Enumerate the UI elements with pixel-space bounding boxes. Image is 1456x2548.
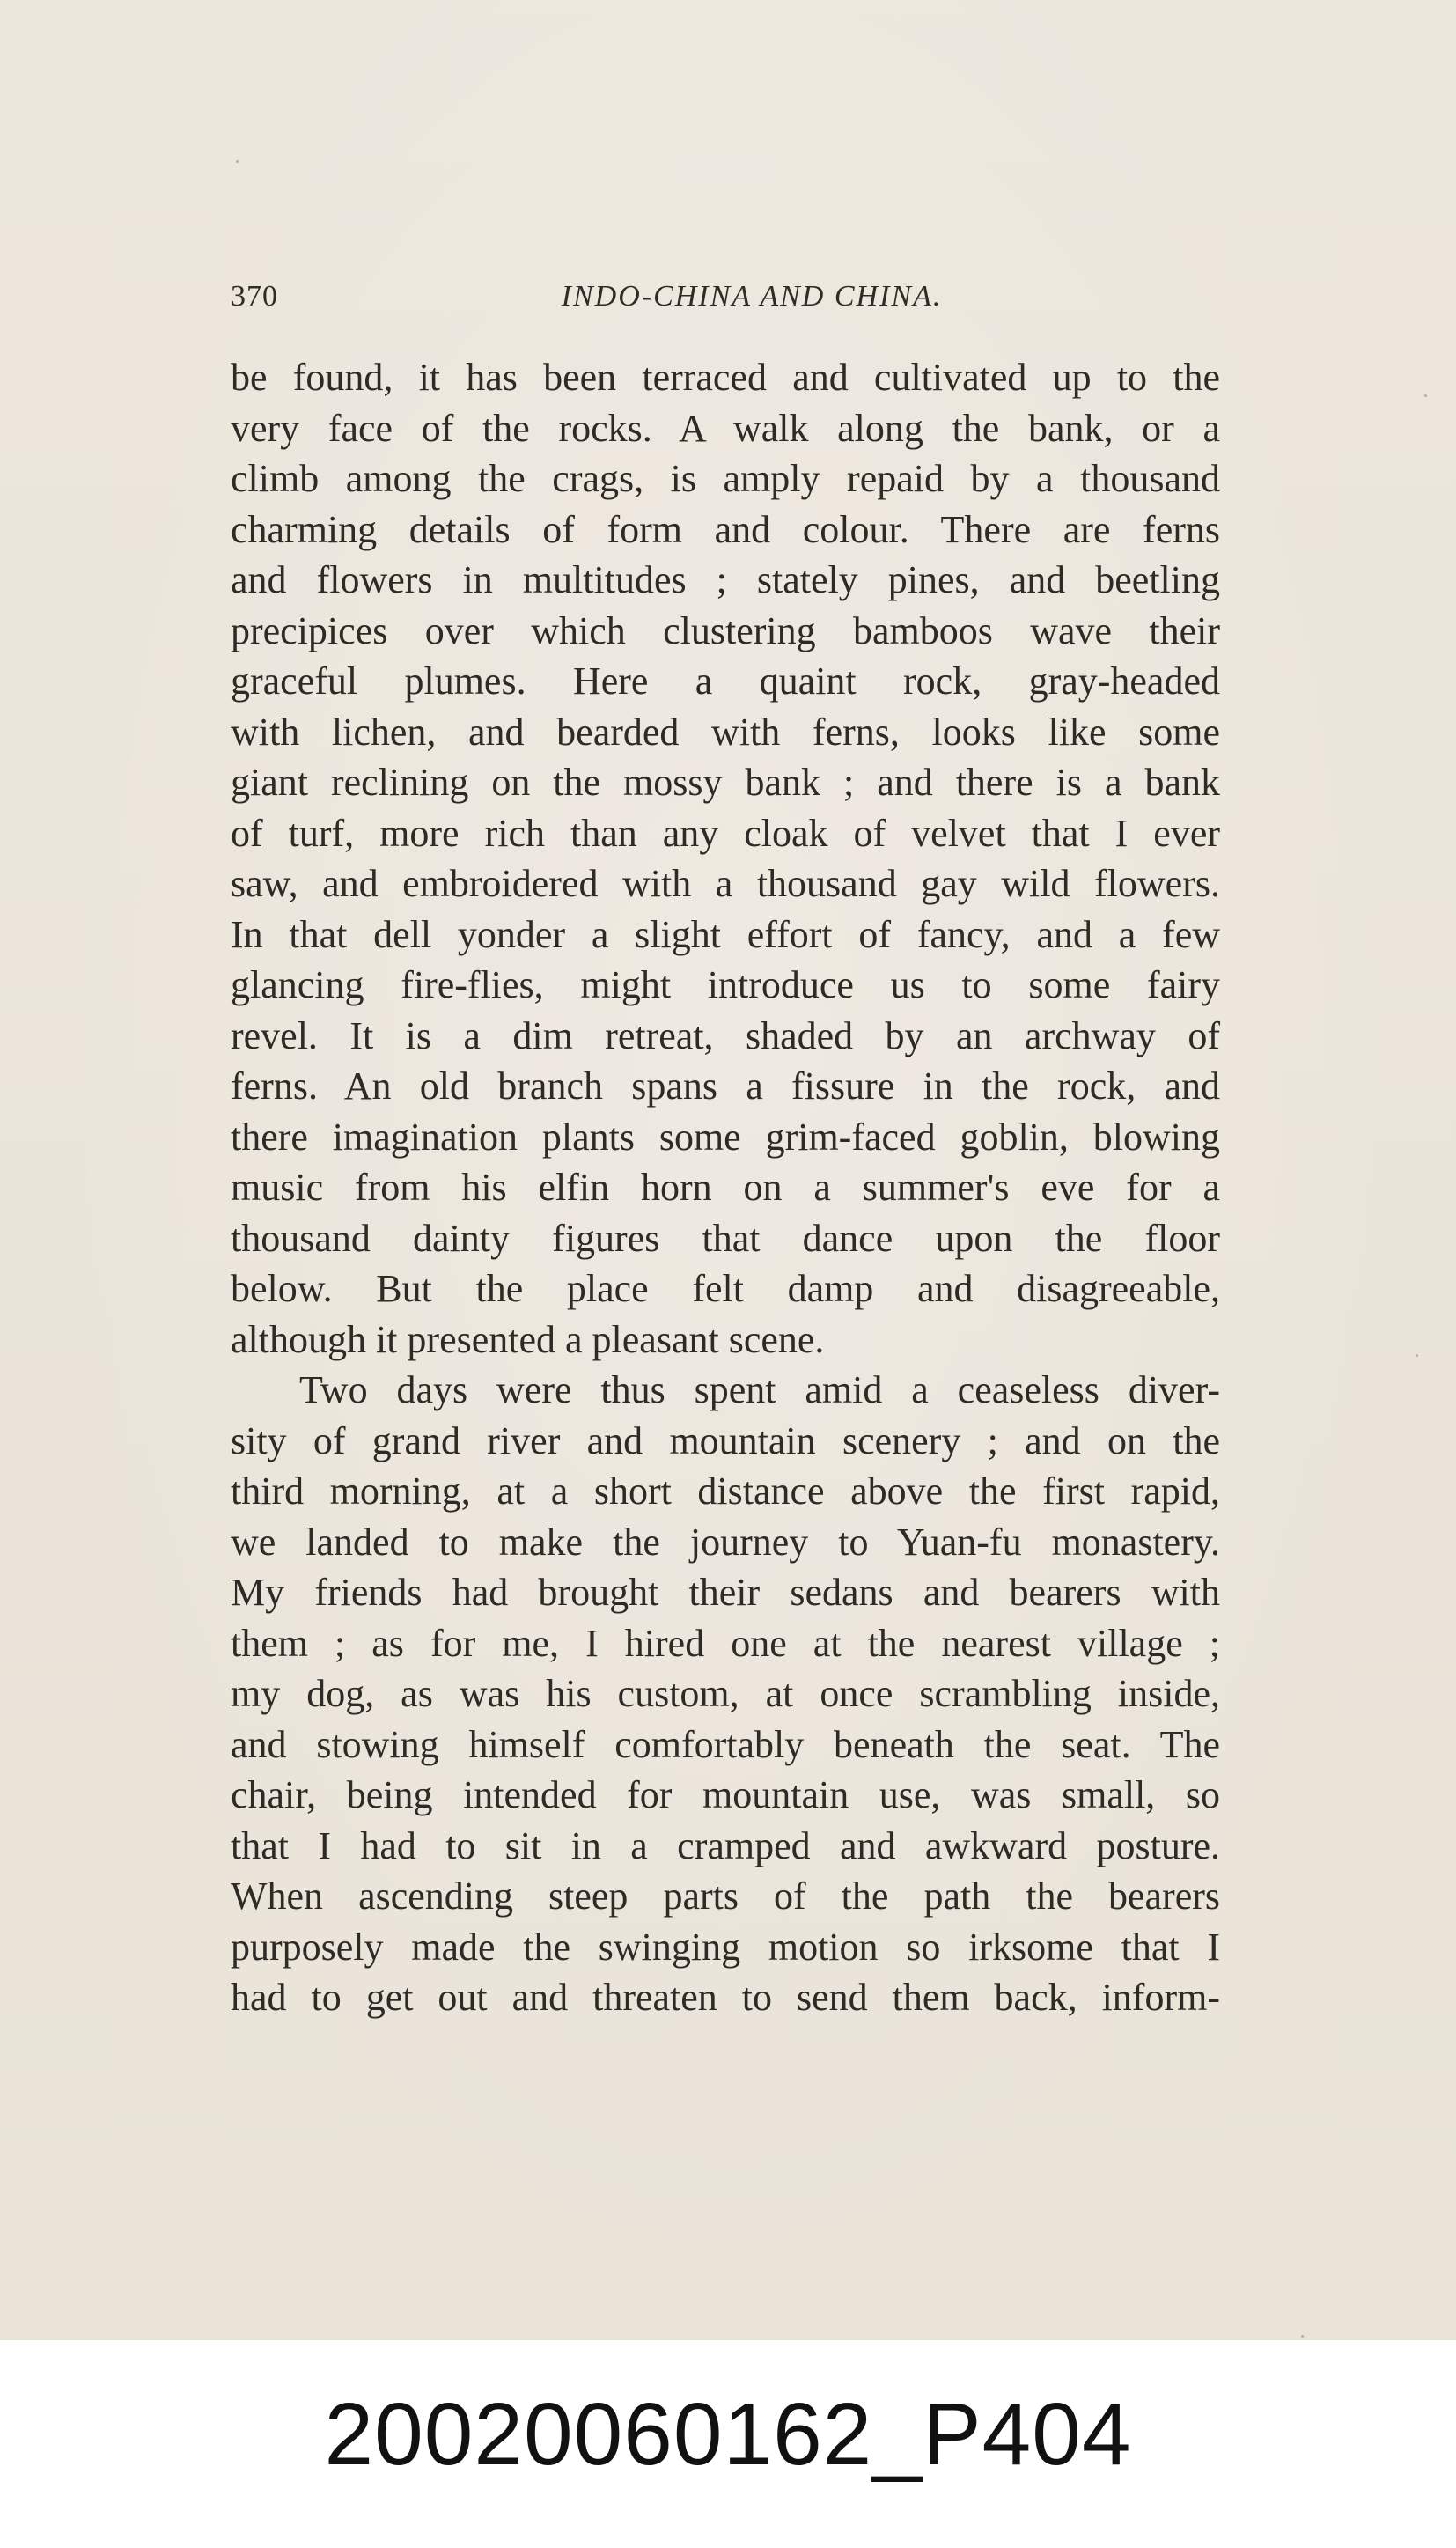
text-line: thousand dainty figures that dance upon the floor — [231, 1216, 1220, 1260]
text-line: had to get out and threaten to send them back, inform- — [231, 1976, 1220, 2019]
text-line: giant reclining on the mossy bank ; and there is a bank — [231, 761, 1220, 804]
page-number: 370 — [231, 280, 278, 313]
text-line: revel. It is a dim retreat, shaded by an archway of — [231, 1013, 1220, 1057]
scan-id-label: 20020060162_P404 — [324, 2385, 1132, 2484]
text-line: In that dell yonder a slight effort of fancy, and a few — [231, 912, 1220, 956]
text-line: very face of the rocks. A walk along the bank, or a — [231, 406, 1220, 450]
text-line: ferns. An old branch spans a fissure in the rock, and — [231, 1064, 1220, 1108]
paper-speck — [1301, 2335, 1304, 2338]
text-line: When ascending steep parts of the path the bearers — [231, 1874, 1220, 1918]
text-line: precipices over which clustering bamboos wave their — [231, 608, 1220, 652]
text-line: third morning, at a short distance above the first rapid, — [231, 1469, 1220, 1513]
text-line: sity of grand river and mountain scenery ; and on the — [231, 1418, 1220, 1462]
text-line: there imagination plants some grim-faced goblin, blowing — [231, 1115, 1220, 1159]
scan-id-footer — [0, 2340, 1456, 2548]
paragraph-start-line: Two days were thus spent amid a ceaseless diver- — [299, 1368, 1220, 1411]
text-line: and flowers in multitudes ; stately pines, and beetling — [231, 558, 1220, 601]
text-line: charming details of form and colour. There are ferns — [231, 507, 1220, 551]
text-line: of turf, more rich than any cloak of velvet that I ever — [231, 811, 1220, 855]
running-head: INDO-CHINA AND CHINA. — [561, 280, 943, 313]
paragraph-end-line: although it presented a pleasant scene. — [231, 1317, 825, 1361]
paper-speck — [236, 160, 239, 163]
text-line: be found, it has been terraced and cultivated up to the — [231, 356, 1220, 399]
text-line: that I had to sit in a cramped and awkward posture. — [231, 1823, 1220, 1867]
paper-speck — [1416, 1354, 1418, 1357]
text-line: purposely made the swinging motion so irksome that I — [231, 1925, 1220, 1969]
text-line: chair, being intended for mountain use, was small, so — [231, 1773, 1220, 1816]
text-line: below. But the place felt damp and disagreeable, — [231, 1267, 1220, 1310]
text-line: and stowing himself comfortably beneath the seat. The — [231, 1722, 1220, 1766]
text-line: My friends had brought their sedans and bearers with — [231, 1571, 1220, 1614]
text-line: saw, and embroidered with a thousand gay wild flowers. — [231, 862, 1220, 905]
text-line: music from his elfin horn on a summer's eve for a — [231, 1166, 1220, 1209]
text-line: graceful plumes. Here a quaint rock, gray-headed — [231, 659, 1220, 703]
paper-speck — [1424, 394, 1427, 397]
text-line: climb among the crags, is amply repaid by a thousand — [231, 457, 1220, 500]
text-line: we landed to make the journey to Yuan-fu monastery. — [231, 1520, 1220, 1564]
text-line: my dog, as was his custom, at once scrambling inside, — [231, 1672, 1220, 1715]
text-line: glancing fire-flies, might introduce us to some fairy — [231, 963, 1220, 1006]
page-header — [231, 280, 1220, 324]
body-text — [231, 352, 1220, 2023]
text-line: with lichen, and bearded with ferns, looks like some — [231, 710, 1220, 754]
text-line: them ; as for me, I hired one at the nearest village ; — [231, 1621, 1220, 1665]
